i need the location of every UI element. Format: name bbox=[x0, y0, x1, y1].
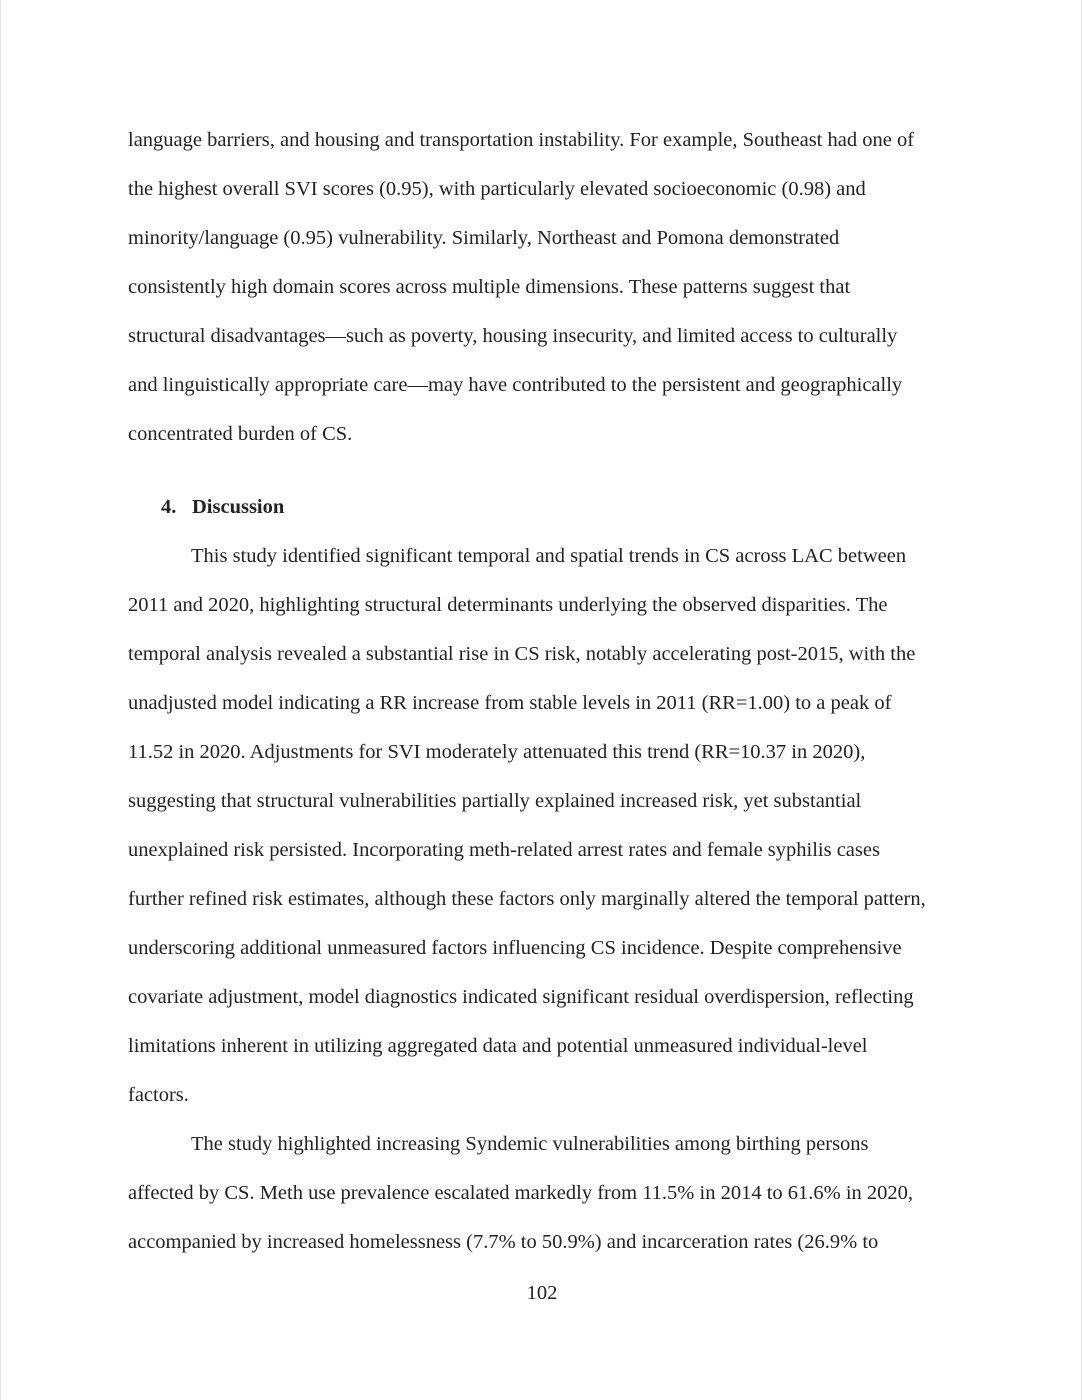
paragraph-discussion-2 bbox=[128, 1120, 958, 1267]
text-line: This study identified significant temporal and spatial trends in CS across LAC between bbox=[191, 545, 907, 567]
body-text bbox=[128, 116, 958, 1267]
text-line: further refined risk estimates, although these factors only marginally altered the temporal pattern, bbox=[128, 888, 926, 910]
section-title: Discussion bbox=[192, 496, 285, 518]
text-line: 11.52 in 2020. Adjustments for SVI moderately attenuated this trend (RR=10.37 in 2020), bbox=[128, 741, 866, 763]
text-line: The study highlighted increasing Syndemic vulnerabilities among birthing persons bbox=[191, 1133, 869, 1155]
text-line: limitations inherent in utilizing aggregated data and potential unmeasured individual-level bbox=[128, 1035, 868, 1057]
text-line: suggesting that structural vulnerabilities partially explained increased risk, yet substantial bbox=[128, 790, 862, 812]
text-line: accompanied by increased homelessness (7.7% to 50.9%) and incarceration rates (26.9% to bbox=[128, 1231, 879, 1253]
text-line: factors. bbox=[128, 1084, 189, 1106]
text-line: minority/language (0.95) vulnerability. Similarly, Northeast and Pomona demonstrated bbox=[128, 227, 840, 249]
text-line: unadjusted model indicating a RR increase from stable levels in 2011 (RR=1.00) to a peak of bbox=[128, 692, 892, 714]
section-number: 4. bbox=[161, 496, 177, 518]
text-line: 2011 and 2020, highlighting structural determinants underlying the observed disparities. The bbox=[128, 594, 888, 616]
text-line: unexplained risk persisted. Incorporating meth-related arrest rates and female syphilis cases bbox=[128, 839, 880, 861]
text-line: concentrated burden of CS. bbox=[128, 423, 353, 445]
page-number: 102 bbox=[526, 1282, 558, 1304]
text-line: language barriers, and housing and transportation instability. For example, Southeast had one of bbox=[128, 129, 915, 151]
text-line: and linguistically appropriate care—may have contributed to the persistent and geographically bbox=[128, 374, 903, 396]
text-line: affected by CS. Meth use prevalence escalated markedly from 11.5% in 2014 to 61.6% in 2020, bbox=[128, 1182, 914, 1204]
text-line: consistently high domain scores across multiple dimensions. These patterns suggest that bbox=[128, 276, 851, 298]
text-line: structural disadvantages—such as poverty, housing insecurity, and limited access to culturally bbox=[128, 325, 898, 347]
text-line: temporal analysis revealed a substantial rise in CS risk, notably accelerating post-2015, with the bbox=[128, 643, 916, 665]
text-line: covariate adjustment, model diagnostics indicated significant residual overdispersion, reflecting bbox=[128, 986, 914, 1008]
paragraph-discussion-1 bbox=[128, 532, 958, 1120]
text-line: underscoring additional unmeasured factors influencing CS incidence. Despite comprehensive bbox=[128, 937, 902, 959]
text-line: the highest overall SVI scores (0.95), with particularly elevated socioeconomic (0.98) and bbox=[128, 178, 866, 200]
section-heading bbox=[128, 483, 958, 532]
paragraph-continued bbox=[128, 116, 958, 459]
